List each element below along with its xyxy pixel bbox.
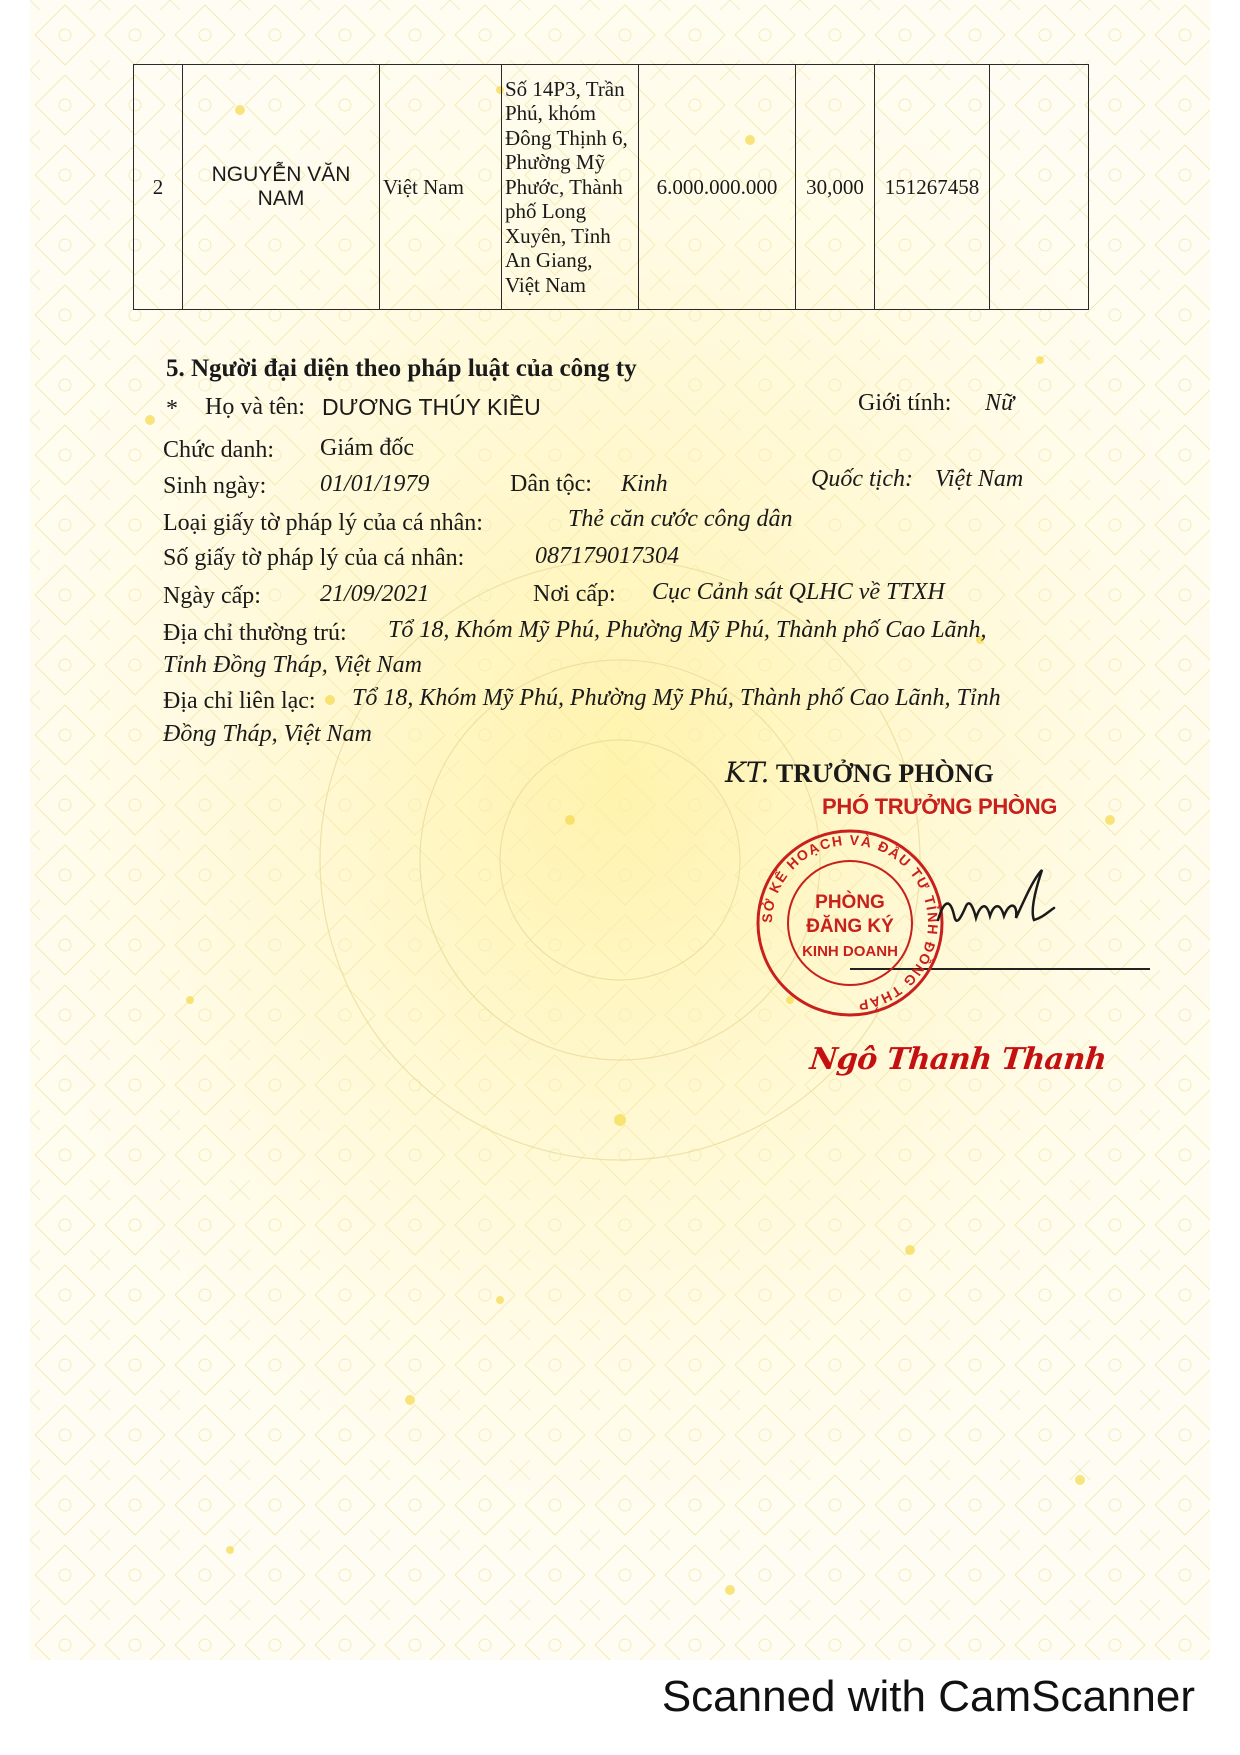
address-line: Đông Thịnh 6, (505, 125, 628, 150)
ethnicity-label: Dân tộc: (510, 471, 592, 497)
name-label: Họ và tên: (205, 394, 305, 420)
cell-stt: 2 (134, 65, 183, 310)
kt-prefix: KT. (725, 756, 770, 789)
nationality-value: Việt Nam (935, 466, 1024, 492)
handwritten-signature-icon (930, 860, 1060, 950)
section-heading: 5. Người đại diện theo pháp luật của công ty (166, 355, 637, 382)
name-line-2: NAM (257, 187, 305, 210)
dob-value: 01/01/1979 (320, 471, 430, 497)
contact-address-line-2: Đồng Tháp, Việt Nam (163, 721, 372, 747)
signer-name: Ngô Thanh Thanh (808, 1042, 1109, 1077)
address-line: Phú, khóm (505, 101, 597, 126)
issue-place-value: Cục Cảnh sát QLHC về TTXH (652, 579, 945, 605)
address-line: Việt Nam (505, 272, 586, 297)
doc-number-value: 087179017304 (535, 543, 679, 569)
seal-line-2: ĐĂNG KÝ (806, 916, 894, 937)
issue-place-label: Nơi cấp: (533, 581, 616, 607)
doc-number-label: Số giấy tờ pháp lý của cá nhân: (163, 545, 465, 571)
gender-value: Nữ (985, 390, 1015, 416)
address-line: phố Long (505, 199, 587, 224)
seal-line-1: PHÒNG (815, 892, 885, 913)
title-value: Giám đốc (320, 435, 414, 461)
cell-address (502, 65, 639, 310)
truong-phong-title: TRƯỞNG PHÒNG (775, 759, 994, 788)
seal-line-3: KINH DOANH (802, 943, 898, 960)
shareholder-table (133, 64, 1089, 310)
seal-outer-text: SỞ KẾ HOẠCH VÀ ĐẦU TƯ TỈNH ĐỒNG THÁP (758, 831, 942, 1014)
cell-name (183, 65, 380, 310)
title-label: Chức danh: (163, 437, 274, 463)
cell-percentage: 30,000 (796, 65, 875, 310)
pho-truong-phong-title: PHÓ TRƯỞNG PHÒNG (822, 794, 1058, 819)
cell-capital: 6.000.000.000 (639, 65, 796, 310)
signature-title (725, 756, 994, 789)
permanent-address-label: Địa chỉ thường trú: (163, 620, 347, 646)
doc-type-label: Loại giấy tờ pháp lý của cá nhân: (163, 510, 483, 536)
issue-date-label: Ngày cấp: (163, 583, 261, 609)
address-line: Phường Mỹ (505, 150, 606, 175)
table-row (134, 65, 1089, 310)
contact-address-label: Địa chỉ liên lạc: (163, 688, 316, 714)
bullet-marker: * (166, 396, 178, 422)
name-line-1: NGUYỄN VĂN (211, 163, 351, 186)
address-line: Xuyên, Tỉnh (505, 223, 611, 248)
camscanner-footer: Scanned with CamScanner (661, 1672, 1195, 1721)
permanent-address-line-1: Tổ 18, Khóm Mỹ Phú, Phường Mỹ Phú, Thành phố Cao Lãnh, (388, 617, 987, 643)
cell-id-number: 151267458 (875, 65, 990, 310)
name-value: DƯƠNG THÚY KIỀU (322, 394, 541, 420)
contact-address-line-1: Tổ 18, Khóm Mỹ Phú, Phường Mỹ Phú, Thành phố Cao Lãnh, Tỉnh (352, 685, 1001, 711)
ethnicity-value: Kinh (621, 471, 668, 497)
address-line: Số 14P3, Trần (505, 76, 625, 101)
official-seal-icon (755, 828, 945, 1018)
dob-label: Sinh ngày: (163, 473, 267, 499)
address-line: Phước, Thành (505, 174, 623, 199)
gender-label: Giới tính: (858, 390, 952, 416)
cell-nationality: Việt Nam (380, 65, 502, 310)
permanent-address-line-2: Tỉnh Đồng Tháp, Việt Nam (163, 652, 422, 678)
nationality-label: Quốc tịch: (811, 466, 913, 492)
cell-note (990, 65, 1089, 310)
address-line: An Giang, (505, 248, 593, 273)
issue-date-value: 21/09/2021 (320, 581, 430, 607)
doc-type-value: Thẻ căn cước công dân (568, 506, 793, 532)
